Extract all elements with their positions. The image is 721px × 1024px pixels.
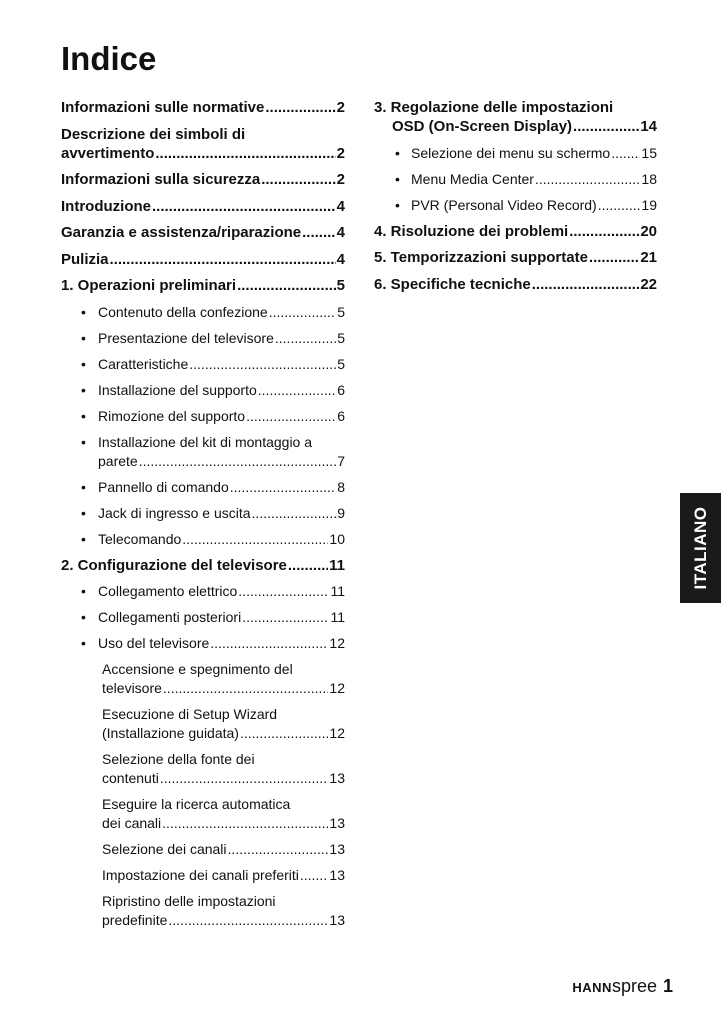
toc-entry-caratteristiche[interactable] (61, 355, 345, 374)
leader-dots (189, 355, 336, 374)
toc-entry-regolazione-osd[interactable] (374, 98, 657, 136)
toc-entry-rimozione-supporto[interactable] (61, 407, 345, 426)
leader-dots (240, 724, 328, 743)
toc-entry-canali-preferiti[interactable] (61, 866, 345, 885)
brand-logo-bold: HANN (572, 980, 612, 995)
toc-entry-risoluzione-problemi[interactable] (374, 222, 657, 241)
toc-entry-specifiche[interactable] (374, 275, 657, 294)
toc-entry-text: Pulizia (61, 250, 109, 268)
page-footer (572, 976, 673, 997)
leader-dots (535, 170, 640, 189)
leader-dots (275, 329, 336, 348)
toc-entry-text: parete (98, 452, 138, 469)
bullet-icon: • (81, 530, 86, 547)
toc-page-number: 5 (337, 329, 345, 346)
toc-entry-text: 4. Risoluzione dei problemi (374, 222, 569, 240)
toc-entry-text-line1: Esecuzione di Setup Wizard (102, 706, 278, 722)
toc-entry-text: 1. Operazioni preliminari (61, 277, 237, 294)
toc-entry-text: Informazioni sulla sicurezza (61, 171, 261, 188)
leader-dots (246, 407, 336, 426)
leader-dots (611, 144, 640, 163)
toc-entry-sicurezza[interactable] (61, 170, 345, 189)
leader-dots (168, 911, 328, 930)
toc-entry-text-line1: Installazione del kit di montaggio a (98, 433, 313, 450)
toc-entry-setup-wizard[interactable] (61, 705, 345, 743)
toc-entry-pvr[interactable] (374, 196, 657, 215)
toc-page-number: 4 (336, 250, 345, 268)
toc-entry-text: (Installazione guidata) (102, 725, 239, 741)
toc-page-number: 12 (329, 725, 345, 741)
toc-page-number: 20 (640, 222, 657, 240)
toc-entry-text: avvertimento (61, 144, 155, 162)
bullet-icon: • (81, 329, 86, 346)
leader-dots (573, 117, 639, 136)
toc-entry-fonte-contenuti[interactable] (61, 750, 345, 788)
page-number: 1 (662, 976, 673, 996)
toc-entry-text: Caratteristiche (98, 355, 189, 372)
toc-entry-accensione[interactable] (61, 660, 345, 698)
toc-left-column (61, 98, 345, 937)
toc-entry-text: televisore (102, 680, 162, 696)
toc-entry-text: Selezione dei menu su schermo (411, 144, 611, 161)
leader-dots (228, 840, 329, 859)
leader-dots (139, 452, 337, 471)
bullet-icon: • (395, 170, 400, 187)
leader-dots (300, 866, 329, 885)
toc-entry-text: 6. Specifiche tecniche (374, 275, 531, 293)
toc-entry-text: Impostazione dei canali preferiti (102, 867, 299, 883)
toc-entry-temporizzazioni[interactable] (374, 248, 657, 267)
toc-right-column (374, 98, 657, 301)
toc-page-number: 6 (337, 407, 345, 424)
toc-entry-text: Introduzione (61, 197, 151, 215)
brand-logo-light: spree (611, 976, 657, 996)
toc-entry-text: Collegamento elettrico (98, 583, 238, 599)
toc-entry-text: Informazioni sulle normative (61, 99, 265, 116)
leader-dots (238, 582, 329, 601)
toc-entry-text-line1: Ripristino delle impostazioni (102, 893, 276, 909)
toc-entry-operazioni-preliminari[interactable] (61, 276, 345, 295)
toc-page-number: 2 (336, 171, 345, 188)
leader-dots (160, 769, 329, 788)
leader-dots (265, 98, 335, 117)
toc-entry-text: Uso del televisore (98, 635, 210, 651)
toc-page-number: 5 (336, 277, 345, 294)
toc-entry-text: OSD (On-Screen Display) (392, 118, 573, 135)
toc-entry-kit-montaggio[interactable] (61, 433, 345, 471)
toc-page-number: 13 (329, 770, 345, 786)
toc-entry-text: Pannello di comando (98, 478, 229, 495)
leader-dots (252, 504, 337, 523)
bullet-icon: • (81, 381, 86, 398)
bullet-icon: • (395, 196, 400, 213)
language-label: ITALIANO (690, 506, 710, 590)
toc-entry-text: Collegamenti posteriori (98, 609, 242, 625)
bullet-icon: • (81, 504, 86, 521)
toc-page-number: 13 (329, 867, 345, 883)
toc-page-number: 13 (329, 841, 345, 857)
toc-page-number: 13 (329, 815, 345, 831)
toc-entry-menu-schermo[interactable] (374, 144, 657, 163)
toc-page-number: 21 (640, 249, 657, 266)
toc-page-number: 2 (336, 99, 345, 116)
toc-entry-presentazione[interactable] (61, 329, 345, 348)
page-title: Indice (61, 40, 157, 77)
toc-page-number: 10 (329, 530, 345, 547)
leader-dots (258, 381, 336, 400)
bullet-icon: • (81, 609, 86, 625)
toc-page-number: 5 (337, 355, 345, 372)
toc-entry-text: Contenuto della confezione (98, 303, 268, 320)
leader-dots (302, 223, 336, 242)
leader-dots (242, 608, 329, 627)
toc-entry-configurazione[interactable] (61, 556, 345, 575)
bullet-icon: • (81, 407, 86, 424)
toc-entry-text: contenuti (102, 770, 159, 786)
toc-entry-text: dei canali (102, 815, 162, 831)
leader-dots (152, 197, 336, 216)
toc-entry-pannello-comando[interactable] (61, 478, 345, 497)
toc-entry-text: Jack di ingresso e uscita (98, 504, 251, 521)
bullet-icon: • (81, 355, 86, 372)
toc-entry-selezione-canali[interactable] (61, 840, 345, 859)
toc-entry-text: Selezione dei canali (102, 841, 227, 857)
toc-page-number: 7 (337, 452, 345, 469)
toc-entry-simboli[interactable] (61, 125, 345, 163)
toc-page-number: 18 (641, 170, 657, 187)
toc-entry-text-line1: Eseguire la ricerca automatica (102, 796, 291, 812)
toc-entry-text: Menu Media Center (411, 170, 534, 187)
toc-entry-collegamento-elettrico[interactable] (61, 582, 345, 601)
leader-dots (110, 250, 336, 269)
leader-dots (532, 275, 640, 294)
bullet-icon: • (81, 478, 86, 495)
leader-dots (261, 170, 335, 189)
toc-entry-ricerca-canali[interactable] (61, 795, 345, 833)
bullet-icon: • (395, 144, 400, 161)
toc-page-number: 11 (330, 609, 345, 625)
toc-page-number: 6 (337, 381, 345, 398)
toc-entry-text-line1: 3. Regolazione delle impostazioni (374, 99, 614, 116)
leader-dots (163, 679, 329, 698)
toc-page-number: 8 (337, 478, 345, 495)
toc-entry-uso-televisore[interactable] (61, 634, 345, 653)
toc-entry-normative[interactable] (61, 98, 345, 117)
toc-entry-jack[interactable] (61, 504, 345, 523)
leader-dots (589, 248, 639, 267)
toc-entry-contenuto-confezione[interactable] (61, 303, 345, 322)
toc-entry-introduzione[interactable] (61, 197, 345, 216)
toc-entry-media-center[interactable] (374, 170, 657, 189)
toc-entry-text-line1: Accensione e spegnimento del (102, 661, 293, 677)
leader-dots (569, 222, 639, 241)
leader-dots (237, 276, 336, 295)
toc-entry-telecomando[interactable] (61, 530, 345, 549)
leader-dots (288, 556, 328, 575)
toc-entry-collegamenti-posteriori[interactable] (61, 608, 345, 627)
toc-entry-text: predefinite (102, 912, 168, 928)
language-side-tab (680, 493, 721, 603)
toc-entry-text-line1: Selezione della fonte dei (102, 751, 255, 767)
toc-entry-text: Presentazione del televisore (98, 329, 274, 346)
leader-dots (269, 303, 337, 322)
toc-page-number: 2 (336, 144, 345, 162)
leader-dots (182, 530, 328, 549)
toc-entry-text-line1: Descrizione dei simboli di (61, 125, 246, 143)
toc-page-number: 4 (336, 197, 345, 215)
toc-page-number: 22 (640, 275, 657, 293)
toc-entry-text: 2. Configurazione del televisore (61, 556, 287, 574)
leader-dots (210, 634, 328, 653)
bullet-icon: • (81, 635, 86, 651)
leader-dots (598, 196, 641, 215)
toc-page-number: 11 (329, 556, 345, 574)
leader-dots (155, 144, 335, 163)
toc-page-number: 9 (337, 504, 345, 521)
toc-entry-ripristino[interactable] (61, 892, 345, 930)
toc-entry-text: 5. Temporizzazioni supportate (374, 249, 588, 266)
toc-page-number: 12 (329, 635, 345, 651)
bullet-icon: • (81, 433, 86, 450)
toc-page-number: 13 (329, 912, 345, 928)
toc-entry-text: Telecomando (98, 530, 182, 547)
toc-page-number: 15 (641, 144, 657, 161)
bullet-icon: • (81, 583, 86, 599)
toc-page-number: 4 (336, 224, 345, 241)
bullet-icon: • (81, 303, 86, 320)
toc-page-number: 12 (329, 680, 345, 696)
toc-entry-garanzia[interactable] (61, 223, 345, 242)
toc-page-number: 11 (330, 583, 345, 599)
leader-dots (230, 478, 336, 497)
toc-page-number: 19 (641, 196, 657, 213)
toc-entry-text: Installazione del supporto (98, 381, 257, 398)
leader-dots (162, 814, 328, 833)
toc-entry-pulizia[interactable] (61, 250, 345, 269)
toc-entry-text: PVR (Personal Video Record) (411, 196, 597, 213)
toc-entry-text: Garanzia e assistenza/riparazione (61, 224, 302, 241)
toc-entry-text: Rimozione del supporto (98, 407, 246, 424)
toc-page-number: 14 (640, 118, 657, 135)
toc-entry-installazione-supporto[interactable] (61, 381, 345, 400)
toc-page-number: 5 (337, 303, 345, 320)
